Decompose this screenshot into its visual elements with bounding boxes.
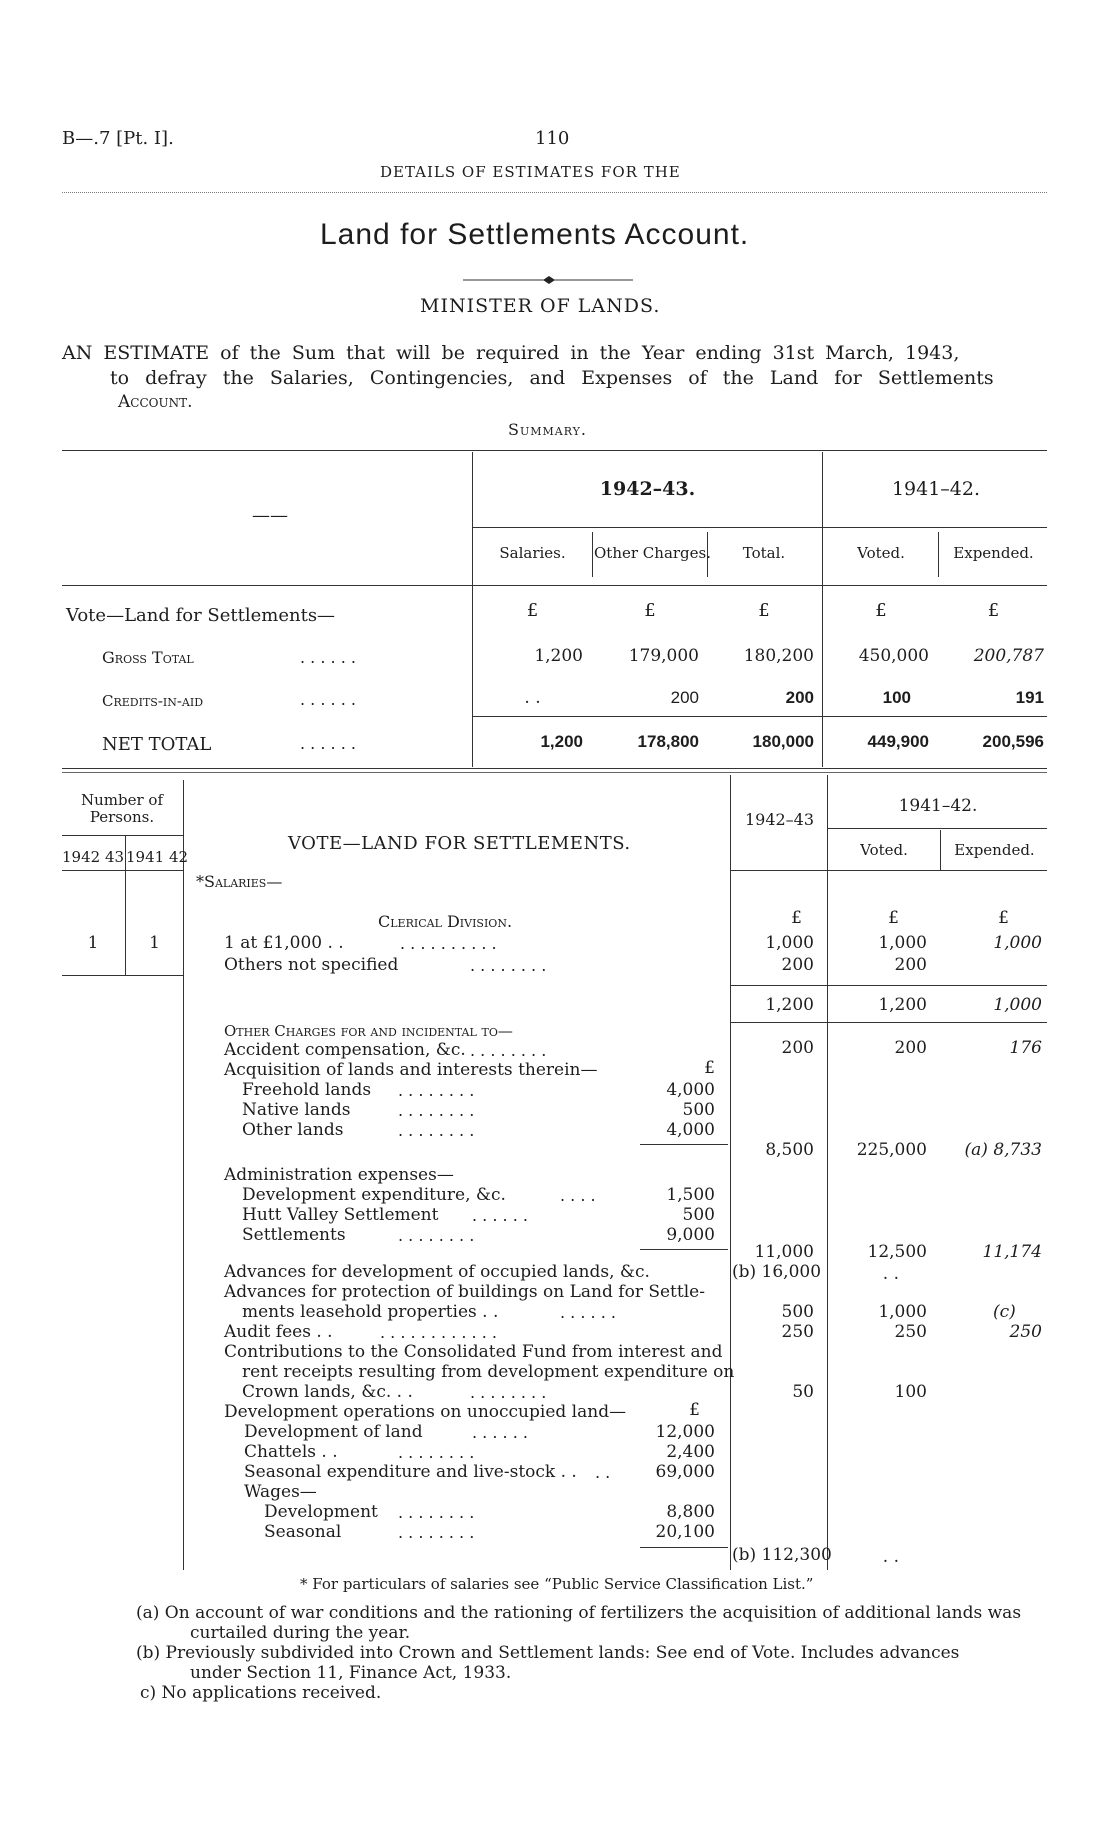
leader-dots: . . xyxy=(595,1463,611,1482)
detail-divider-1942 xyxy=(730,775,731,1570)
sub-item-amount: 9,000 xyxy=(666,1225,715,1245)
sub-item-amount: 4,000 xyxy=(666,1080,715,1100)
line-item-label: Contributions to the Consolidated Fund from interest and xyxy=(224,1342,723,1362)
sub-item-amount: 2,400 xyxy=(666,1442,715,1462)
summary-divider-main xyxy=(472,452,473,767)
amount-expended: (a) 8,733 xyxy=(964,1140,1042,1160)
page-subtitle: DETAILS OF ESTIMATES FOR THE xyxy=(380,163,681,181)
summary-header-bottom-rule xyxy=(62,585,1047,586)
detail-header-rule-right xyxy=(730,870,1047,871)
line-item-label: Others not specified xyxy=(224,955,399,975)
title-ornament xyxy=(463,270,633,289)
sub-item-amount: 8,800 xyxy=(666,1502,715,1522)
sub-item-label: Freehold lands xyxy=(242,1080,372,1100)
summary-cell: 100 xyxy=(882,688,911,707)
pound-sign: £ xyxy=(987,600,1000,621)
leader-dots: . . . . . . . . xyxy=(470,1041,547,1060)
page-number: 110 xyxy=(535,128,570,149)
subtotal-rule xyxy=(640,1249,728,1250)
sub-item-amount: 1,500 xyxy=(666,1185,715,1205)
pound-sign: £ xyxy=(644,600,656,621)
line-item-label: Crown lands, &c. . . xyxy=(242,1382,413,1402)
detail-col-1942: 1942–43 xyxy=(744,810,815,829)
pound-sign: £ xyxy=(875,600,887,621)
amount-1942: (b) 112,300 xyxy=(732,1545,832,1565)
line-item-label: Development operations on unoccupied land— xyxy=(224,1402,627,1422)
detail-header-rule-left xyxy=(62,870,183,871)
leader-dots: . . . . . . . . xyxy=(398,1503,475,1522)
summary-cell: 179,000 xyxy=(628,646,699,666)
leader-dots: . . . . . . xyxy=(560,1303,616,1322)
number-of-persons-header: Number of Persons. xyxy=(80,791,163,826)
summary-col-expended: Expended. xyxy=(953,544,1034,562)
footnote-a-cont: curtailed during the year. xyxy=(190,1623,411,1643)
summary-row-label: NET TOTAL xyxy=(102,734,212,755)
leader-dots: . . . . . . xyxy=(300,734,356,753)
summary-top-rule xyxy=(62,450,1047,451)
summary-bottom-rule xyxy=(62,768,1047,769)
pound-sign: £ xyxy=(689,1400,700,1420)
pound-sign: £ xyxy=(526,600,539,621)
line-item-label: Accident compensation, &c. xyxy=(224,1040,466,1060)
leader-dots: . . . . . . . . xyxy=(398,1443,475,1462)
amount-voted: 200 xyxy=(894,955,927,975)
summary-col-other: Other Charges. xyxy=(594,544,711,562)
amount-1942: 11,000 xyxy=(754,1242,814,1262)
subtotal-rule xyxy=(640,1144,728,1145)
amount-voted: . . xyxy=(882,1547,899,1567)
pound-sign: £ xyxy=(704,1058,715,1078)
summary-cell: 200 xyxy=(785,688,814,707)
expended-note: (c) xyxy=(993,1302,1016,1322)
summary-row-label: Credits-in-aid xyxy=(102,692,204,710)
detail-year-rule xyxy=(827,828,1047,829)
leader-dots: . . . . . . . . xyxy=(398,1101,475,1120)
amount-voted: 250 xyxy=(894,1322,927,1342)
amount-1942: 200 xyxy=(781,955,814,975)
summary-cell: 450,000 xyxy=(858,646,929,666)
sub-item-label: Chattels . . xyxy=(244,1442,338,1462)
persons-1942: 1 xyxy=(87,933,99,953)
footnote-a: (a) On account of war conditions and the rationing of fertilizers the acquisition of additional lands was xyxy=(136,1603,1022,1623)
line-item-label: Advances for development of occupied lands, &c. xyxy=(224,1262,650,1282)
summary-cell: 191 xyxy=(1015,688,1044,707)
wages-label: Wages— xyxy=(244,1482,317,1502)
subtotal-rule xyxy=(640,1547,728,1548)
vote-title: VOTE—LAND FOR SETTLEMENTS. xyxy=(288,833,631,854)
summary-cell: 178,800 xyxy=(637,732,699,751)
sub-item-amount: 500 xyxy=(682,1205,715,1225)
leader-dots: . . . . . . xyxy=(300,690,356,709)
summary-cell: 200 xyxy=(670,688,699,707)
np-bottom-rule xyxy=(62,975,183,976)
line-item-label: Acquisition of lands and interests therein— xyxy=(224,1060,598,1080)
summary-cell: 180,000 xyxy=(752,732,814,751)
pound-sign: £ xyxy=(758,600,770,621)
amount-1942: 8,500 xyxy=(765,1140,814,1160)
summary-year-current: 1942–43. xyxy=(599,478,696,500)
amount-voted: 225,000 xyxy=(856,1140,927,1160)
summary-cell: 200,596 xyxy=(982,732,1044,751)
leader-dots: . . . . . . . . xyxy=(398,1121,475,1140)
summary-subheader-rule xyxy=(472,527,1047,528)
amount-voted: 1,000 xyxy=(878,1302,927,1322)
summary-heading: Summary. xyxy=(508,420,587,439)
estimate-text-line3: Account. xyxy=(118,392,193,412)
amount-voted: 1,200 xyxy=(878,995,927,1015)
amount-1942: 1,000 xyxy=(765,933,814,953)
salaries-total-rule xyxy=(730,1022,1047,1023)
line-item-label: Advances for protection of buildings on Land for Settle- xyxy=(224,1282,705,1302)
leader-dots: . . . . . . . . . . . . xyxy=(380,1323,497,1342)
leader-dots: . . . . . . . . xyxy=(398,1523,475,1542)
sub-item-amount: 4,000 xyxy=(666,1120,715,1140)
footnote-star: * For particulars of salaries see “Public Service Classification List.” xyxy=(300,1575,814,1593)
sub-item-label: Seasonal expenditure and live-stock . . xyxy=(244,1462,577,1482)
amount-voted: 12,500 xyxy=(867,1242,927,1262)
estimate-text-line1: AN ESTIMATE of the Sum that will be required in the Year ending 31st March, 1943, xyxy=(62,342,960,364)
amount-1942: 50 xyxy=(792,1382,814,1402)
summary-col-total: Total. xyxy=(742,544,786,562)
line-item-label: Administration expenses— xyxy=(224,1165,454,1185)
leader-dots: . . . . . . . . xyxy=(470,956,547,975)
np-col-1942: 1942 43 xyxy=(62,848,125,866)
page-title: Land for Settlements Account. xyxy=(320,218,750,251)
summary-cell: 180,200 xyxy=(743,646,814,666)
amount-1942: (b) 16,000 xyxy=(732,1262,822,1282)
footnote-b-cont: under Section 11, Finance Act, 1933. xyxy=(190,1663,512,1683)
salaries-heading: *Salaries— xyxy=(196,872,283,891)
amount-expended: 1,000 xyxy=(993,933,1042,953)
salaries-subtotal-rule xyxy=(730,985,1047,986)
amount-1942: 250 xyxy=(781,1322,814,1342)
detail-col-1941: 1941–42. xyxy=(898,796,978,816)
minister-heading: MINISTER OF LANDS. xyxy=(420,295,661,317)
leader-dots: . . . . . . . . xyxy=(398,1226,475,1245)
amount-expended: 1,000 xyxy=(993,995,1042,1015)
summary-cell: 200,787 xyxy=(973,646,1044,666)
detail-col-voted: Voted. xyxy=(860,841,908,859)
sub-item-label: Seasonal xyxy=(264,1522,342,1542)
amount-voted: 100 xyxy=(894,1382,927,1402)
header-rule xyxy=(62,192,1047,193)
np-col-1941: 1941 42 xyxy=(126,848,189,866)
pound-sign: £ xyxy=(791,908,802,928)
line-item-label: Audit fees . . xyxy=(224,1322,333,1342)
amount-1942: 1,200 xyxy=(765,995,814,1015)
detail-divider-1941 xyxy=(827,775,828,1570)
detail-divider-voted xyxy=(940,830,941,870)
amount-1942: 500 xyxy=(781,1302,814,1322)
leader-dots: . . . . . . xyxy=(472,1423,528,1442)
estimate-text-line2: to defray the Salaries, Contingencies, and Expenses of the Land for Settlements xyxy=(110,367,994,389)
summary-cell: 1,200 xyxy=(540,732,583,751)
leader-dots: . . . . . . . . xyxy=(398,1081,475,1100)
summary-total-rule xyxy=(472,716,1047,717)
leader-dots: . . . . . . . . xyxy=(470,1383,547,1402)
line-item-label: ments leasehold properties . . xyxy=(242,1302,499,1322)
line-item-label: 1 at £1,000 . . xyxy=(224,933,344,953)
np-header-rule xyxy=(62,835,183,836)
amount-expended: 11,174 xyxy=(982,1242,1042,1262)
summary-year-previous: 1941–42. xyxy=(891,478,981,500)
summary-col-salaries: Salaries. xyxy=(499,544,566,562)
sub-item-label: Other lands xyxy=(242,1120,344,1140)
sub-item-label: Development of land xyxy=(244,1422,423,1442)
summary-col-voted: Voted. xyxy=(857,544,905,562)
sub-item-label: Hutt Valley Settlement xyxy=(242,1205,439,1225)
leader-dots: . . . . . . xyxy=(472,1206,528,1225)
amount-voted: 1,000 xyxy=(878,933,927,953)
sub-item-label: Settlements xyxy=(242,1225,346,1245)
sub-item-label: Development xyxy=(264,1502,378,1522)
leader-dots: . . . . . . . . . . xyxy=(400,934,497,953)
summary-col-sep xyxy=(592,532,593,577)
summary-row-label: Gross Total xyxy=(102,648,194,667)
clerical-division-heading: Clerical Division. xyxy=(378,912,513,931)
summary-cell: . . xyxy=(524,688,541,708)
amount-1942: 200 xyxy=(781,1038,814,1058)
pound-sign: £ xyxy=(888,908,899,928)
sub-item-amount: 20,100 xyxy=(655,1522,715,1542)
amount-voted: . . xyxy=(882,1264,899,1284)
line-item-label: rent receipts resulting from development expenditure on xyxy=(242,1362,735,1382)
summary-bottom-double-rule xyxy=(62,772,1047,773)
sub-item-amount: 12,000 xyxy=(655,1422,715,1442)
amount-expended: 176 xyxy=(1009,1038,1042,1058)
leader-dots: . . . . . . xyxy=(300,648,356,667)
summary-vote-label: Vote—Land for Settlements— xyxy=(66,605,336,626)
other-charges-heading: Other Charges for and incidental to— xyxy=(224,1022,513,1040)
summary-divider-year xyxy=(822,452,823,767)
persons-1941: 1 xyxy=(149,933,160,953)
sub-item-label: Native lands xyxy=(242,1100,351,1120)
pound-sign: £ xyxy=(998,908,1009,928)
summary-col-sep xyxy=(938,532,939,577)
detail-col-expended: Expended. xyxy=(954,841,1035,859)
sub-item-label: Development expenditure, &c. xyxy=(242,1185,506,1205)
amount-voted: 200 xyxy=(894,1038,927,1058)
sub-item-amount: 69,000 xyxy=(655,1462,715,1482)
amount-expended: 250 xyxy=(1009,1322,1042,1342)
leader-dots: . . . . xyxy=(560,1186,596,1205)
footnote-c: c) No applications received. xyxy=(140,1683,382,1703)
sub-item-amount: 500 xyxy=(682,1100,715,1120)
summary-cell: 1,200 xyxy=(534,646,583,666)
summary-dash: —— xyxy=(252,505,288,526)
detail-divider-persons xyxy=(183,780,184,1570)
summary-cell: 449,900 xyxy=(867,732,929,751)
footnote-b: (b) Previously subdivided into Crown and Settlement lands: See end of Vote. Includes advances xyxy=(136,1643,960,1663)
document-reference: B—.7 [Pt. I]. xyxy=(62,128,174,149)
